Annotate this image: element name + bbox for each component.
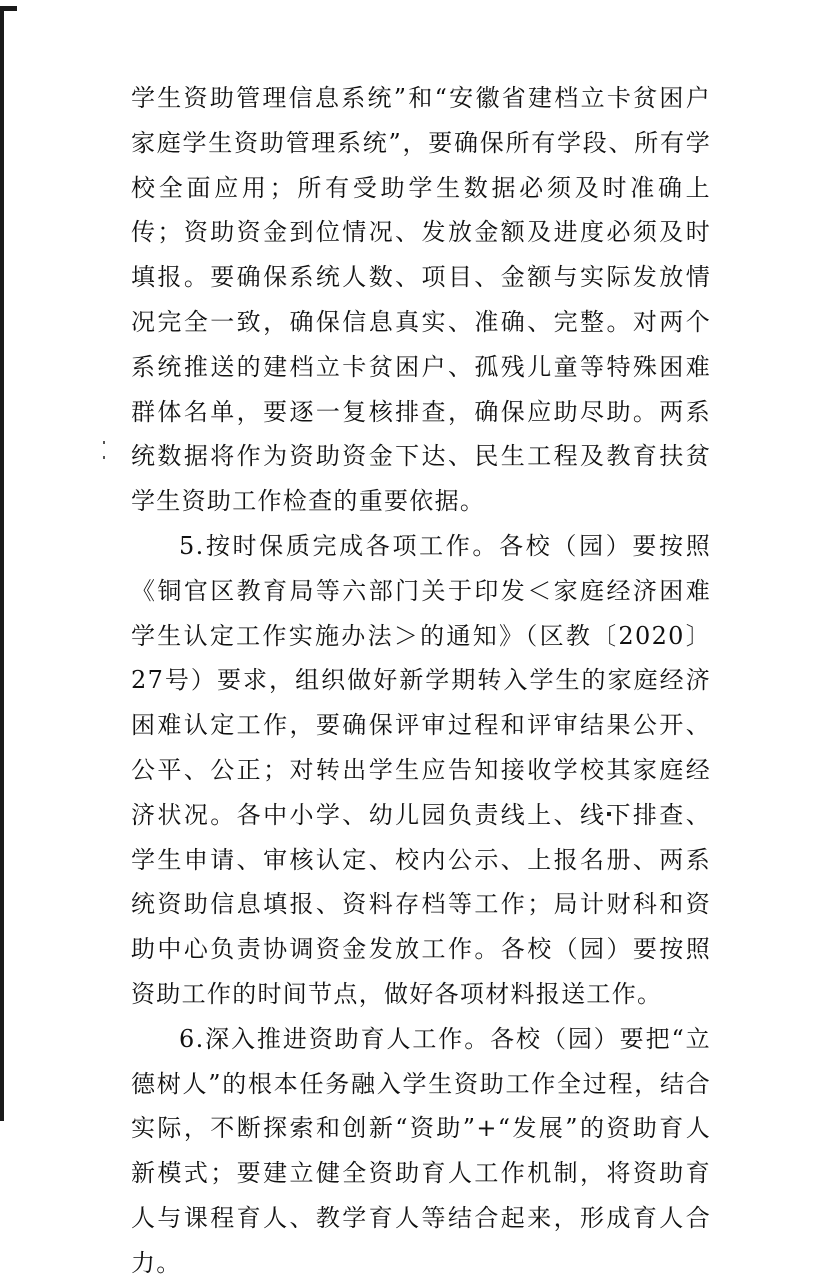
document-body [131, 76, 711, 1286]
scan-border-horizontal [0, 6, 17, 11]
scan-border-mark [0, 0, 17, 1121]
scan-speck [103, 456, 105, 459]
paragraph-item-5: 5.按时保质完成各项工作。各校（园）要按照《铜官区教育局等六部门关于印发＜家庭经济困难学生认定工作实施办法＞的通知》（区教〔2020〕27号）要求，组织做好新学期转入学生的家庭经济困难认定工作，要确保评审过程和评审结果公开、公平、公正；对转出学生应告知接收学校其家庭经济状况。各中小学、幼儿园负责线上、线下排查、学生申请、审核认定、校内公示、上报名册、两系统资助信息填报、资料存档等工作；局计财科和资助中心负责协调资金发放工作。各校（园）要按照资助工作的时间节点，做好各项材料报送工作。 [131, 531, 711, 1008]
scan-speck [103, 441, 105, 444]
paragraph-system-data: 学生资助管理信息系统”和“安徽省建档立卡贫困户家庭学生资助管理系统”，要确保所有学段、所有学校全面应用；所有受助学生数据必须及时准确上传；资助资金到位情况、发放金额及进度必须及时填报。要确保系统人数、项目、金额与实际发放情况完全一致，确保信息真实、准确、完整。对两个系统推送的建档立卡贫困户、孤残儿童等特殊困难群体名单，要逐一复核排查，确保应助尽助。两系统数据将作为资助资金下达、民生工程及教育扶贫学生资助工作检查的重要依据。 [131, 84, 711, 516]
paragraph-item-6: 6.深入推进资助育人工作。各校（园）要把“立德树人”的根本任务融入学生资助工作全过程，结合实际，不断探索和创新“资助”+“发展”的资助育人新模式；要建立健全资助育人工作机制，将资助育人与课程育人、教学育人等结合起来，形成育人合力。 [131, 1024, 711, 1277]
scan-border-vertical [0, 8, 4, 1121]
